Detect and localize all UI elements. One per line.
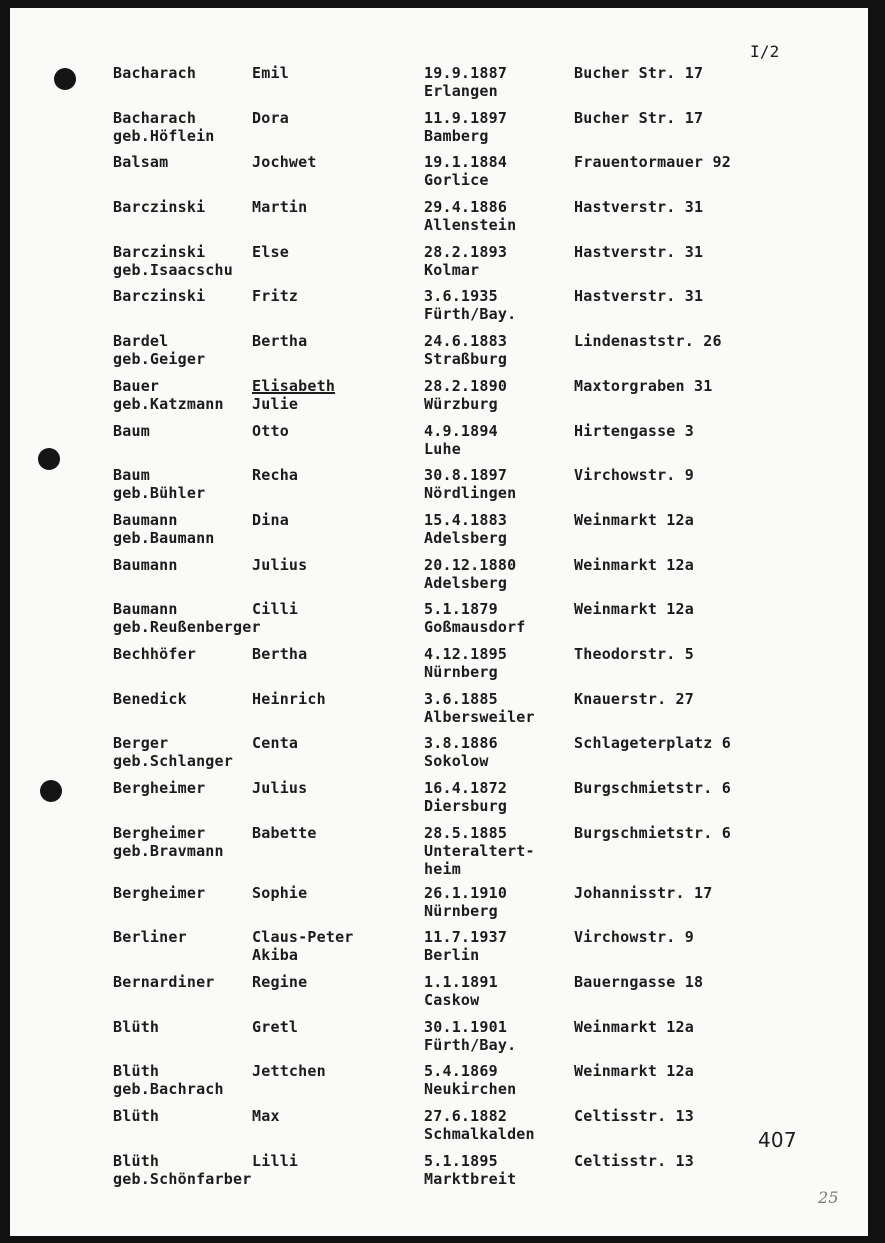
birth-cell-line: 4.9.1894 [424, 421, 498, 440]
firstname-cell [252, 511, 289, 529]
surname-cell-line: Bacharach [113, 108, 197, 127]
surname-cell-line: Berger [113, 734, 169, 753]
address-cell-line: Weinmarkt 12a [574, 1017, 694, 1036]
firstname-cell-line: Dina [252, 510, 289, 529]
list-item [10, 928, 868, 973]
firstname-cell [252, 64, 289, 82]
address-cell [574, 466, 694, 484]
address-cell-line: Lindenaststr. 26 [574, 332, 722, 351]
birth-cell-line: heim [424, 859, 461, 878]
birth-cell [424, 466, 516, 502]
birth-cell [424, 600, 526, 636]
firstname-cell-line: Centa [252, 734, 299, 753]
firstname-cell-line: Bertha [252, 644, 308, 663]
birth-cell-line: Adelsberg [424, 573, 508, 592]
address-cell [574, 690, 694, 708]
birth-cell-line: 3.6.1935 [424, 287, 498, 306]
list-item [10, 779, 868, 824]
birth-cell-line: Nördlingen [424, 484, 517, 503]
firstname-cell-line: Julie [252, 394, 299, 413]
surname-cell-line: geb.Katzmann [113, 394, 224, 413]
birth-cell-line: 3.6.1885 [424, 689, 498, 708]
firstname-cell [252, 779, 307, 797]
address-cell [574, 824, 731, 842]
address-cell [574, 779, 731, 797]
surname-cell-line: Baum [113, 466, 150, 485]
list-item [10, 511, 868, 556]
address-cell-line: Bucher Str. 17 [574, 108, 704, 127]
birth-cell [424, 332, 507, 368]
birth-cell [424, 198, 516, 234]
list-item [10, 198, 868, 243]
surname-cell-line: Bechhöfer [113, 644, 197, 663]
surname-cell-line: Bergheimer [113, 779, 206, 797]
birth-cell-line: 3.8.1886 [424, 734, 498, 753]
birth-cell [424, 153, 507, 189]
list-item [10, 1107, 868, 1152]
address-cell [574, 734, 731, 752]
surname-cell-line: Berliner [113, 928, 187, 947]
surname-cell [113, 1107, 159, 1125]
birth-cell [424, 690, 535, 726]
birth-cell [424, 377, 507, 413]
list-item [10, 645, 868, 690]
surname-cell-line: geb.Bühler [113, 484, 206, 503]
birth-cell-line: Würzburg [424, 394, 498, 413]
address-cell-line: Burgschmietstr. 6 [574, 823, 731, 842]
birth-cell-line: 16.4.1872 [424, 779, 508, 797]
birth-cell-line: Berlin [424, 946, 480, 965]
birth-cell-line: 28.2.1890 [424, 376, 508, 395]
address-cell [574, 884, 712, 902]
address-cell [574, 1018, 694, 1036]
birth-cell [424, 109, 507, 145]
firstname-cell [252, 973, 307, 991]
address-cell-line: Weinmarkt 12a [574, 1062, 694, 1081]
birth-cell [424, 928, 507, 964]
firstname-cell-line: Lilli [252, 1151, 299, 1170]
address-cell-line: Frauentormauer 92 [574, 153, 731, 172]
birth-cell-line: Nürnberg [424, 662, 498, 681]
surname-cell-line: Barczinski [113, 198, 206, 217]
surname-cell-line: Bauer [113, 376, 160, 395]
address-cell [574, 198, 703, 216]
surname-cell [113, 332, 205, 368]
list-item [10, 243, 868, 288]
surname-cell-line: geb.Schlanger [113, 752, 233, 771]
surname-cell-line: Benedick [113, 689, 187, 708]
address-cell-line: Hastverstr. 31 [574, 242, 704, 261]
firstname-cell [252, 1107, 280, 1125]
firstname-cell-line: Sophie [252, 883, 308, 902]
surname-cell [113, 422, 150, 440]
address-cell-line: Weinmarkt 12a [574, 600, 694, 619]
firstname-cell-line: Else [252, 242, 289, 261]
surname-cell-line: Bergheimer [113, 883, 206, 902]
surname-cell [113, 645, 196, 663]
birth-cell [424, 1062, 516, 1098]
birth-cell-line: Gorlice [424, 171, 489, 190]
firstname-cell [252, 243, 289, 261]
birth-cell-line: Caskow [424, 991, 480, 1010]
address-cell-line: Knauerstr. 27 [574, 689, 694, 708]
birth-cell [424, 511, 507, 547]
list-item [10, 734, 868, 779]
address-cell [574, 422, 694, 440]
surname-cell-line: geb.Geiger [113, 350, 206, 369]
birth-cell-line: Kolmar [424, 260, 480, 279]
birth-cell-line: 19.1.1884 [424, 153, 508, 172]
surname-cell-line: geb.Bachrach [113, 1080, 224, 1099]
handwritten-mark: 25 [818, 1188, 839, 1207]
birth-cell-line: Schmalkalden [424, 1125, 535, 1144]
document-page [10, 8, 868, 1236]
list-item [10, 153, 868, 198]
birth-cell [424, 1018, 516, 1054]
surname-cell [113, 824, 224, 860]
list-item [10, 422, 868, 467]
birth-cell-line: Nürnberg [424, 901, 498, 920]
firstname-cell-line: Cilli [252, 600, 299, 619]
surname-cell-line: geb.Schönfarber [113, 1169, 252, 1188]
birth-cell-line: Adelsberg [424, 528, 508, 547]
surname-cell [113, 243, 233, 279]
surname-cell [113, 556, 178, 574]
list-item [10, 64, 868, 109]
firstname-cell [252, 1062, 326, 1080]
firstname-cell-line: Martin [252, 198, 308, 217]
surname-cell-line: geb.Baumann [113, 528, 215, 547]
firstname-cell [252, 824, 317, 842]
address-cell [574, 645, 694, 663]
list-item [10, 109, 868, 154]
address-cell [574, 332, 722, 350]
list-item [10, 690, 868, 735]
surname-cell [113, 64, 196, 82]
birth-cell-line: 26.1.1910 [424, 883, 508, 902]
list-item [10, 332, 868, 377]
firstname-cell [252, 690, 326, 708]
firstname-cell [252, 377, 335, 413]
address-cell [574, 1062, 694, 1080]
birth-cell [424, 884, 507, 920]
surname-cell [113, 600, 261, 636]
address-cell-line: Johannisstr. 17 [574, 883, 713, 902]
firstname-cell [252, 645, 307, 663]
surname-cell-line: geb.Reußenberger [113, 618, 261, 637]
firstname-cell [252, 198, 307, 216]
firstname-cell [252, 556, 307, 574]
surname-cell-line: Bacharach [113, 64, 197, 82]
firstname-cell [252, 734, 298, 752]
birth-cell-line: 15.4.1883 [424, 510, 508, 529]
address-cell-line: Burgschmietstr. 6 [574, 779, 731, 797]
birth-cell-line: Neukirchen [424, 1080, 517, 1099]
address-cell-line: Schlageterplatz 6 [574, 734, 731, 753]
address-cell [574, 287, 703, 305]
birth-cell-line: 1.1.1891 [424, 973, 498, 992]
address-cell-line: Maxtorgraben 31 [574, 376, 713, 395]
birth-cell-line: 5.1.1879 [424, 600, 498, 619]
address-cell [574, 109, 703, 127]
birth-cell [424, 645, 507, 681]
birth-cell-line: 19.9.1887 [424, 64, 508, 82]
firstname-cell [252, 466, 298, 484]
surname-cell-line: geb.Höflein [113, 126, 215, 145]
surname-cell [113, 153, 168, 171]
surname-cell [113, 1018, 159, 1036]
address-cell [574, 153, 731, 171]
surname-cell-line: Bergheimer [113, 823, 206, 842]
firstname-cell [252, 928, 354, 964]
birth-cell-line: Luhe [424, 439, 461, 458]
birth-cell [424, 779, 507, 815]
list-item [10, 466, 868, 511]
birth-cell-line: 27.6.1882 [424, 1107, 508, 1126]
surname-cell [113, 511, 215, 547]
firstname-cell-line: Heinrich [252, 689, 326, 708]
page-label: I/2 [750, 42, 780, 61]
firstname-cell [252, 1018, 298, 1036]
address-cell-line: Bucher Str. 17 [574, 64, 704, 82]
list-item [10, 973, 868, 1018]
surname-cell [113, 734, 233, 770]
surname-cell [113, 287, 205, 305]
address-cell-line: Celtisstr. 13 [574, 1151, 694, 1170]
birth-cell-line: Albersweiler [424, 707, 535, 726]
address-cell [574, 64, 703, 82]
firstname-cell [252, 332, 307, 350]
address-cell [574, 511, 694, 529]
firstname-cell-line: Julius [252, 779, 308, 797]
surname-cell-line: Bernardiner [113, 973, 215, 992]
firstname-cell [252, 109, 289, 127]
list-item [10, 556, 868, 601]
birth-cell-line: Goßmausdorf [424, 618, 526, 637]
surname-cell-line: Blüth [113, 1107, 160, 1126]
birth-cell [424, 1107, 535, 1143]
surname-cell-line: geb.Isaacschu [113, 260, 233, 279]
birth-cell [424, 422, 498, 458]
firstname-cell [252, 600, 298, 618]
address-cell-line: Weinmarkt 12a [574, 510, 694, 529]
birth-cell-line: Unteraltert- [424, 841, 535, 860]
birth-cell-line: 11.9.1897 [424, 108, 508, 127]
address-cell-line: Hirtengasse 3 [574, 421, 694, 440]
list-item [10, 824, 868, 884]
list-item [10, 1062, 868, 1107]
address-cell-line: Weinmarkt 12a [574, 555, 694, 574]
address-cell [574, 600, 694, 618]
birth-cell-line: Bamberg [424, 126, 489, 145]
birth-cell-line: 11.7.1937 [424, 928, 508, 947]
firstname-cell-line: Dora [252, 108, 289, 127]
birth-cell-line: Marktbreit [424, 1169, 517, 1188]
surname-cell-line: Baumann [113, 600, 178, 619]
address-cell-line: Bauerngasse 18 [574, 973, 704, 992]
firstname-cell-line: Otto [252, 421, 289, 440]
surname-cell-line: Bardel [113, 332, 169, 351]
birth-cell [424, 973, 498, 1009]
surname-cell [113, 1062, 224, 1098]
birth-cell-line: 28.2.1893 [424, 242, 508, 261]
list-item [10, 1018, 868, 1063]
birth-cell-line: Fürth/Bay. [424, 305, 517, 324]
birth-cell-line: 5.1.1895 [424, 1151, 498, 1170]
birth-cell-line: 28.5.1885 [424, 823, 508, 842]
list-item [10, 377, 868, 422]
list-item [10, 287, 868, 332]
birth-cell [424, 64, 507, 100]
page-number: 407 [758, 1128, 797, 1152]
birth-cell-line: 30.1.1901 [424, 1017, 508, 1036]
birth-cell [424, 824, 535, 878]
firstname-cell-line: Fritz [252, 287, 299, 306]
surname-cell-line: Blüth [113, 1017, 160, 1036]
surname-cell-line: Blüth [113, 1151, 160, 1170]
firstname-cell-line: Claus-Peter [252, 928, 354, 947]
birth-cell-line: Fürth/Bay. [424, 1035, 517, 1054]
surname-cell-line: Baumann [113, 555, 178, 574]
list-item [10, 600, 868, 645]
address-cell [574, 377, 712, 395]
firstname-cell-line: Julius [252, 555, 308, 574]
firstname-cell [252, 287, 298, 305]
address-cell-line: Celtisstr. 13 [574, 1107, 694, 1126]
address-cell [574, 928, 694, 946]
birth-cell [424, 556, 516, 592]
birth-cell [424, 1152, 516, 1188]
entries-list [10, 64, 868, 1197]
firstname-cell-line: Max [252, 1107, 280, 1126]
surname-cell-line: Baumann [113, 510, 178, 529]
birth-cell [424, 287, 516, 323]
firstname-cell-line: Jettchen [252, 1062, 326, 1081]
surname-cell [113, 377, 224, 413]
address-cell [574, 1152, 694, 1170]
surname-cell [113, 884, 205, 902]
surname-cell [113, 928, 187, 946]
surname-cell-line: Barczinski [113, 287, 206, 306]
surname-cell-line: Barczinski [113, 242, 206, 261]
surname-cell-line: Baum [113, 421, 150, 440]
birth-cell-line: 20.12.1880 [424, 555, 517, 574]
firstname-cell [252, 1152, 298, 1170]
surname-cell [113, 1152, 251, 1188]
firstname-cell-line: Akiba [252, 946, 299, 965]
address-cell-line: Hastverstr. 31 [574, 198, 704, 217]
birth-cell-line: Sokolow [424, 752, 489, 771]
address-cell [574, 243, 703, 261]
birth-cell [424, 734, 498, 770]
address-cell-line: Virchowstr. 9 [574, 928, 694, 947]
birth-cell-line: 29.4.1886 [424, 198, 508, 217]
firstname-cell-line: Gretl [252, 1017, 299, 1036]
firstname-cell-line: Elisabeth [252, 376, 336, 395]
birth-cell-line: 5.4.1869 [424, 1062, 498, 1081]
firstname-cell-line: Recha [252, 466, 299, 485]
address-cell [574, 556, 694, 574]
surname-cell [113, 779, 205, 797]
birth-cell [424, 243, 507, 279]
surname-cell [113, 466, 205, 502]
birth-cell-line: Erlangen [424, 82, 498, 100]
birth-cell-line: Allenstein [424, 216, 517, 235]
firstname-cell-line: Babette [252, 823, 317, 842]
firstname-cell [252, 422, 289, 440]
surname-cell-line: Blüth [113, 1062, 160, 1081]
surname-cell-line: Balsam [113, 153, 169, 172]
firstname-cell [252, 153, 317, 171]
address-cell-line: Virchowstr. 9 [574, 466, 694, 485]
birth-cell-line: 30.8.1897 [424, 466, 508, 485]
firstname-cell [252, 884, 307, 902]
list-item [10, 1152, 868, 1197]
birth-cell-line: Straßburg [424, 350, 508, 369]
surname-cell-line: geb.Bravmann [113, 841, 224, 860]
surname-cell [113, 109, 215, 145]
surname-cell [113, 198, 205, 216]
birth-cell-line: Diersburg [424, 797, 508, 815]
list-item [10, 884, 868, 929]
birth-cell-line: 4.12.1895 [424, 644, 508, 663]
firstname-cell-line: Jochwet [252, 153, 317, 172]
address-cell [574, 1107, 694, 1125]
surname-cell [113, 690, 187, 708]
address-cell-line: Hastverstr. 31 [574, 287, 704, 306]
firstname-cell-line: Emil [252, 64, 289, 82]
address-cell-line: Theodorstr. 5 [574, 644, 694, 663]
address-cell [574, 973, 703, 991]
birth-cell-line: 24.6.1883 [424, 332, 508, 351]
surname-cell [113, 973, 215, 991]
firstname-cell-line: Regine [252, 973, 308, 992]
firstname-cell-line: Bertha [252, 332, 308, 351]
